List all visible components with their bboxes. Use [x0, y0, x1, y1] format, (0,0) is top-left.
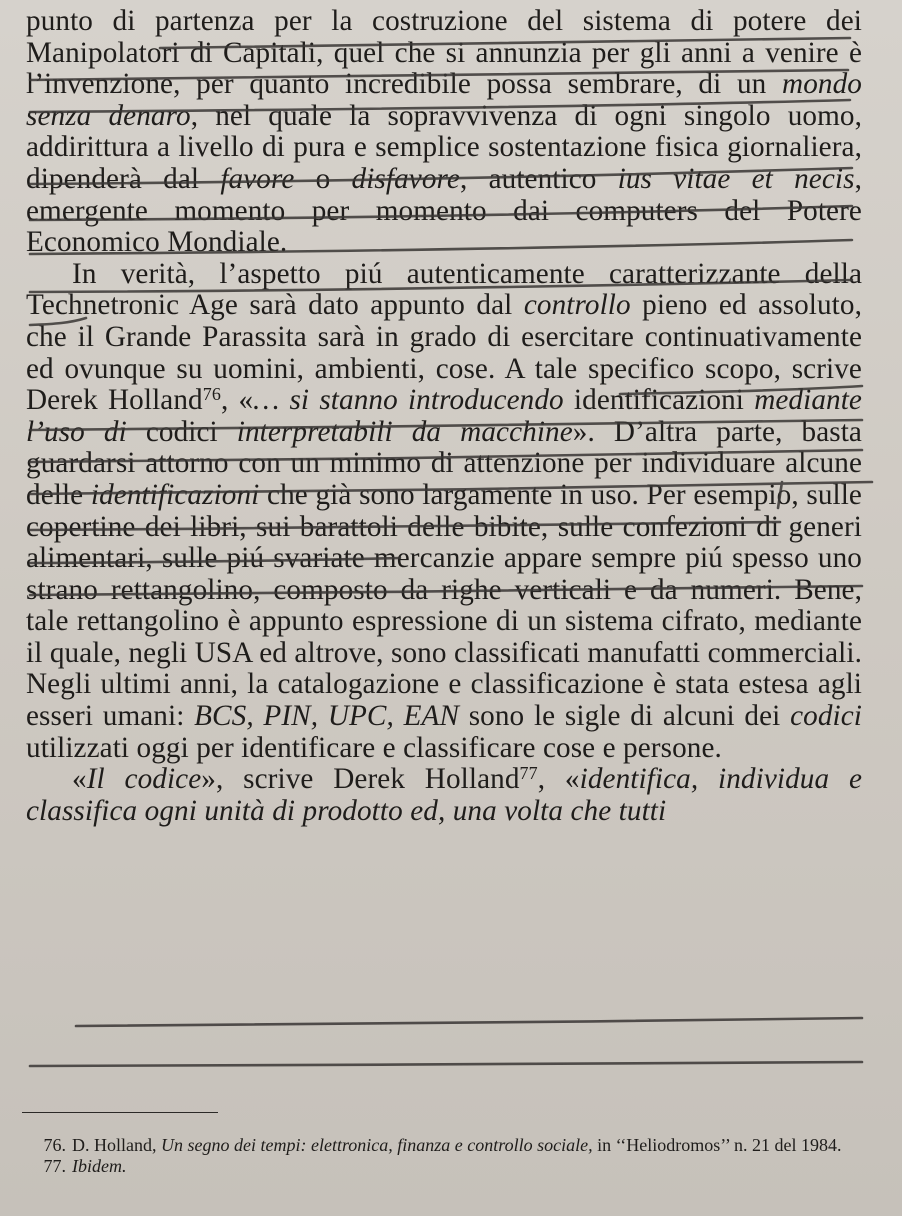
footnote-number: 77. [43, 1156, 66, 1176]
italic-text: Un segno dei tempi: elettronica, finanza e controllo sociale, [161, 1135, 593, 1155]
text-run: punto di partenza per la costruzione del sistema di potere dei Manipolatori di Capitali, quel che si annunzia per gli anni a venire è l’invenzione, per quanto incredibile possa sembrare, di un [26, 5, 862, 101]
text-run: », scrive Derek Holland [201, 763, 520, 796]
text-run: che già sono largamente in uso. Per esempio, sulle copertine dei libri, sui barattoli delle bibite, sulle confezioni di generi alimentari, sulle piú svariate mercanzie appare sempre piú spesso uno strano rettangolino, composto da righe verticali e da numeri. Bene, tale rettangolino è appunto espressione di un sistema cifrato, mediante il quale, negli USA ed altrove, sono classificati manufatti commerciali. Negli ultimi anni, la catalogazione e classificazione è stata estesa agli esseri umani: [26, 478, 862, 733]
text-run: utilizzati oggi per identificare e classificare cose e persone. [26, 731, 722, 764]
italic-text: mediante l’uso di [26, 384, 862, 448]
italic-text: disfavore [351, 162, 460, 195]
text-run: pieno ed assoluto, che il Grande Parassita sarà in grado di esercitare continuativamente ed ovunque su uomini, ambienti, cose. A tale specifico scopo, scrive Derek Holland [26, 289, 862, 417]
text-run: identificazioni [563, 384, 755, 417]
italic-text: BCS, PIN, UPC, EAN [194, 700, 460, 733]
italic-text: Il codice [86, 763, 202, 796]
text-run: o [294, 162, 352, 195]
italic-text: identificazioni [90, 478, 260, 511]
paragraph [26, 764, 862, 827]
italic-text: favore [220, 162, 295, 195]
text-run: ». D’altra parte, basta guardarsi attorno con un minimo di attenzione per individuare alcune delle [26, 415, 862, 511]
footnote [22, 1156, 862, 1177]
text-run: , nel quale la sopravvivenza di ogni singolo uomo, addirittura a livello di pura e semplice sostentazione fisica giornaliera, dipenderà dal [26, 99, 862, 195]
text-run: in ‘‘Heliodromos’’ n. 21 del 1984. [592, 1135, 842, 1155]
text-run: , autentico [459, 162, 618, 195]
text-run: In verità, l’aspetto piú autenticamente caratterizzante della Technetronic Age sarà dato appunto dal [26, 257, 862, 322]
text-run: sono le sigle di alcuni dei [459, 700, 791, 733]
pencil-underline [30, 1062, 862, 1066]
text-run: , « [537, 763, 580, 796]
text-run: , emergente momento per momento dai computers del Potere Economico Mondiale. [26, 162, 862, 259]
text-run: D. Holland, [72, 1135, 161, 1155]
italic-text: interpretabili da macchine [236, 415, 573, 448]
footnote-number: 76. [43, 1135, 66, 1155]
footnote [22, 1135, 862, 1156]
body-text [26, 6, 862, 827]
pencil-underline [76, 1018, 862, 1026]
paragraph [26, 259, 862, 765]
footnote-ref: 76 [202, 384, 221, 405]
italic-text: identifica, individua e classifica ogni unità di prodotto ed, una volta che tutti [26, 763, 863, 827]
text-run: « [72, 763, 87, 796]
text-run: , « [220, 384, 254, 417]
italic-text: Ibidem. [72, 1156, 127, 1176]
italic-text: controllo [523, 289, 631, 322]
text-run: codici [126, 415, 237, 448]
footnote-rule [22, 1112, 218, 1113]
italic-text: … si stanno introducendo [253, 384, 564, 417]
italic-text: codici [790, 700, 863, 733]
italic-text: ius vitae et necis [617, 162, 855, 195]
italic-text: mondo senza denaro [26, 68, 862, 132]
footnote-ref: 77 [519, 763, 538, 784]
paragraph [26, 6, 862, 259]
footnotes [22, 1135, 862, 1177]
